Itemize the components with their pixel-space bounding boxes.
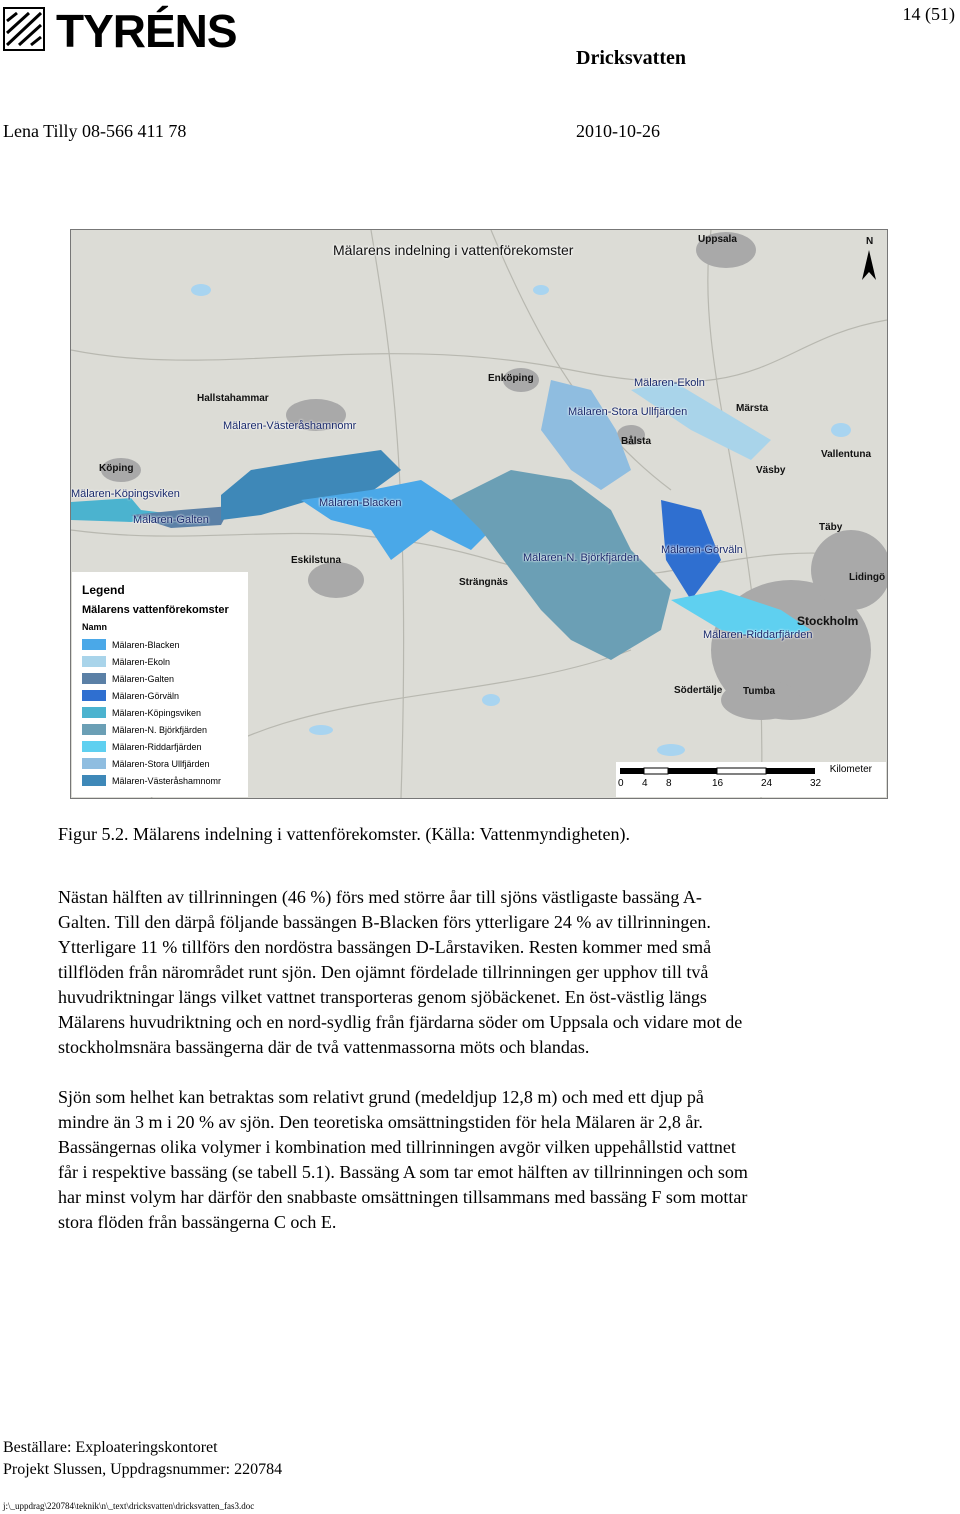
town-label: Lidingö: [849, 572, 886, 583]
basin-label: Mälaren-Västeråshamnomr: [223, 420, 357, 432]
legend-item-label: Mälaren-Stora Ullfjärden: [112, 759, 210, 769]
legend-swatch: [82, 741, 106, 752]
legend-swatch: [82, 724, 106, 735]
tyrens-logo-icon: [3, 7, 45, 51]
basin-label: Mälaren-Stora Ullfjärden: [568, 406, 688, 418]
basin-label: Mälaren-Galten: [133, 514, 209, 526]
text-line: har minst volym har därför den snabbaste omsättningen tillsammans med bassäng F som mottar: [58, 1187, 748, 1207]
scale-tick-label: 24: [761, 778, 773, 789]
town-label: Stockholm: [797, 614, 859, 628]
footer-client: Beställare: Exploateringskontoret: [3, 1439, 218, 1456]
text-line: Bassängernas olika volymer i kombination med tillrinningen avgör vilken uppehållstid vattnet: [58, 1137, 736, 1157]
town-label: Strängnäs: [459, 577, 508, 588]
legend-swatch: [82, 775, 106, 786]
text-line: Galten. Till den därpå följande bassängen B-Blacken förs ytterligare 24 % av tillrinningen.: [58, 912, 711, 932]
text-line: stockholmsnära bassängerna där de två vattenmassorna möts och blandas.: [58, 1037, 590, 1057]
legend-item-label: Mälaren-Köpingsviken: [112, 708, 202, 718]
legend-subtitle: Mälarens vattenförekomster: [82, 604, 229, 616]
basin-label: Mälaren-Riddarfjärden: [703, 629, 813, 641]
town-label: Märsta: [736, 403, 769, 414]
basin-label: Mälaren-Görväln: [661, 544, 743, 556]
text-line: huvudriktningar längs vilket vattnet transporteras genom sjöbäckenet. En öst-västlig längs: [58, 987, 707, 1007]
body-paragraph: [58, 1085, 908, 1235]
text-line: tillflöden från närområdet runt sjön. Den ojämnt fördelade tillrinningen ger upphov till två: [58, 962, 709, 982]
legend-swatch: [82, 673, 106, 684]
legend-item-label: Mälaren-Riddarfjärden: [112, 742, 202, 752]
town-label: Bålsta: [621, 436, 652, 447]
basin-label: Mälaren-N. Björkfjärden: [523, 552, 640, 564]
footer-project: Projekt Slussen, Uppdragsnummer: 220784: [3, 1461, 283, 1478]
town-label: Täby: [819, 522, 843, 533]
legend-swatch: [82, 639, 106, 650]
text-line: mindre än 3 m i 20 % av sjön. Den teoretiska omsättningstiden för hela Mälaren är 2,8 år.: [58, 1112, 703, 1132]
legend-swatch: [82, 656, 106, 667]
legend-swatch: [82, 707, 106, 718]
town-label: Tumba: [743, 686, 776, 697]
scale-tick-label: 8: [666, 778, 672, 789]
map-title: Mälarens indelning i vattenförekomster: [333, 242, 574, 258]
scale-bar-graphic: [616, 764, 886, 778]
text-line: Mälarens huvudriktning och en nord-sydlig från fjärdarna söder om Uppsala och vidare mot de: [58, 1012, 743, 1032]
company-logo-text: TYRÉNS: [56, 5, 237, 57]
basin-label: Mälaren-Ekoln: [634, 377, 705, 389]
town-label: Södertälje: [674, 685, 723, 696]
body-paragraph: [58, 885, 908, 1060]
document-date: 2010-10-26: [576, 121, 660, 141]
legend-item-label: Mälaren-Ekoln: [112, 657, 171, 667]
scale-tick-label: 32: [810, 778, 822, 789]
text-line: Nästan hälften av tillrinningen (46 %) förs med större åar till sjöns västligaste bassäng A-: [58, 887, 702, 907]
basin-label: Mälaren-Köpingsviken: [71, 488, 180, 500]
text-line: Ytterligare 11 % tillförs den nordöstra bassängen D-Lårstaviken. Resten kommer med små: [58, 937, 712, 957]
legend-title: Legend: [82, 583, 125, 597]
figure-caption: Figur 5.2. Mälarens indelning i vattenförekomster. (Källa: Vattenmyndigheten).: [58, 824, 631, 844]
town-label: Uppsala: [698, 234, 737, 245]
scale-tick-label: 16: [712, 778, 724, 789]
text-line: stora flöden från bassängerna C och E.: [58, 1212, 337, 1232]
town-label: Köping: [99, 463, 134, 474]
text-line: får i respektive bassäng (se tabell 5.1). Bassäng A som tar emot hälften av tillrinningen och som: [58, 1162, 748, 1182]
legend-item-label: Mälaren-Görväln: [112, 691, 180, 701]
legend-swatch: [82, 758, 106, 769]
basin-label: Mälaren-Blacken: [319, 497, 402, 509]
scale-unit: Kilometer: [829, 764, 872, 775]
town-label: Enköping: [488, 373, 534, 384]
legend-field-name: Namn: [82, 622, 108, 632]
scale-tick-label: 0: [618, 778, 624, 789]
scale-tick-label: 4: [642, 778, 648, 789]
legend-swatch: [82, 690, 106, 701]
legend-item-label: Mälaren-Blacken: [112, 640, 180, 650]
text-line: Sjön som helhet kan betraktas som relativt grund (medeldjup 12,8 m) och med ett djup på: [58, 1087, 704, 1107]
map-legend: [72, 572, 248, 797]
north-label: N: [866, 236, 874, 247]
lake-map: [70, 229, 888, 799]
scale-bar: [616, 762, 886, 797]
legend-item-label: Mälaren-Västeråshamnomr: [112, 776, 222, 786]
legend-item-label: Mälaren-N. Björkfjärden: [112, 725, 208, 735]
town-label: Eskilstuna: [291, 555, 342, 566]
town-label: Vallentuna: [821, 449, 872, 460]
page-number: 14 (51): [902, 4, 955, 24]
legend-item-label: Mälaren-Galten: [112, 674, 175, 684]
author-line: Lena Tilly 08-566 411 78: [3, 121, 187, 141]
document-title: Dricksvatten: [576, 47, 686, 69]
town-label: Väsby: [756, 465, 786, 476]
town-label: Hallstahammar: [197, 393, 269, 404]
footer-file-path: j:\_uppdrag\220784\teknik\n\_text\dricksvatten\dricksvatten_fas3.doc: [3, 1501, 255, 1511]
